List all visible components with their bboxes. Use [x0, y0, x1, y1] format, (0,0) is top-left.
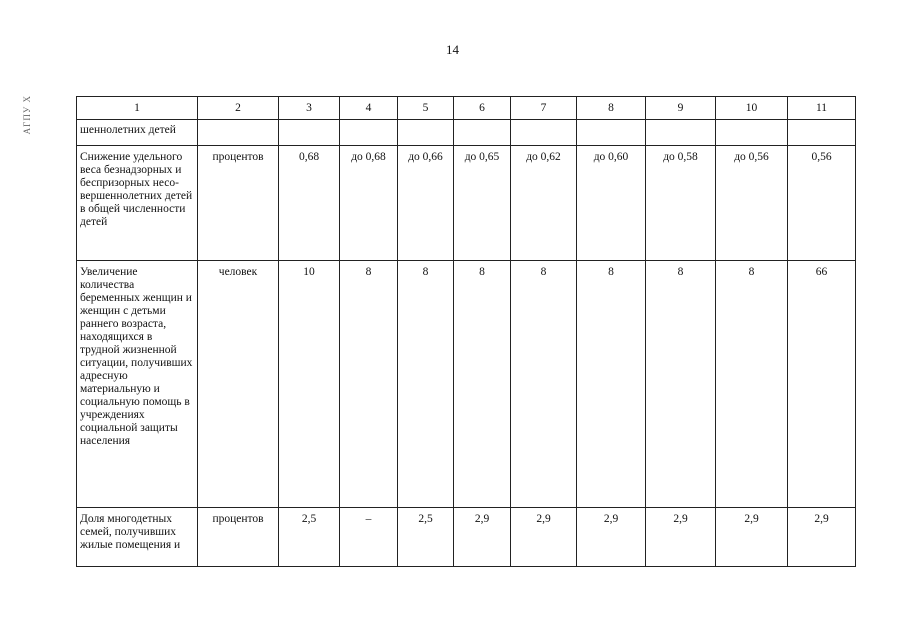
- unit-cell: процентов: [198, 146, 279, 261]
- table-cell: [340, 120, 398, 146]
- value-cell: 2,9: [646, 508, 716, 567]
- value-cell: 10: [279, 261, 340, 508]
- header-cell: 3: [279, 97, 340, 120]
- header-cell: 9: [646, 97, 716, 120]
- value-cell: –: [340, 508, 398, 567]
- indicator-cell: Увеличение количества беременных женщин и женщин с детьми раннего возраста, находящихся в трудной жизненной ситуации, получивших адресную материальную и социальную помощь в учреждениях социальной защиты населения: [77, 261, 198, 508]
- value-cell: 2,9: [511, 508, 577, 567]
- table-cell: [511, 120, 577, 146]
- value-cell: 2,9: [577, 508, 646, 567]
- table-cell: [198, 120, 279, 146]
- value-cell: 8: [340, 261, 398, 508]
- header-cell: 7: [511, 97, 577, 120]
- value-cell: 8: [577, 261, 646, 508]
- header-cell: 5: [398, 97, 454, 120]
- value-cell: до 0,60: [577, 146, 646, 261]
- table-row: [77, 508, 856, 567]
- value-cell: 8: [398, 261, 454, 508]
- table-row: [77, 120, 856, 146]
- table-cell: [577, 120, 646, 146]
- table-row: [77, 146, 856, 261]
- indicator-cell: Снижение удельного веса безнадзорных и беспризорных несо-вершеннолетних детей в общей численности детей: [77, 146, 198, 261]
- table-cell: [788, 120, 856, 146]
- value-cell: 8: [646, 261, 716, 508]
- value-cell: 2,9: [788, 508, 856, 567]
- table-cell: [716, 120, 788, 146]
- value-cell: 8: [716, 261, 788, 508]
- table-cell: [646, 120, 716, 146]
- value-cell: 2,5: [398, 508, 454, 567]
- value-cell: до 0,56: [716, 146, 788, 261]
- header-cell: 11: [788, 97, 856, 120]
- margin-note: АГПУ Х: [22, 95, 32, 135]
- value-cell: 8: [454, 261, 511, 508]
- table-cell: [279, 120, 340, 146]
- unit-cell: человек: [198, 261, 279, 508]
- value-cell: 0,68: [279, 146, 340, 261]
- unit-cell: процентов: [198, 508, 279, 567]
- header-cell: 6: [454, 97, 511, 120]
- indicators-table: [76, 96, 856, 567]
- value-cell: до 0,58: [646, 146, 716, 261]
- indicator-cell: Доля многодетных семей, получивших жилые помещения и: [77, 508, 198, 567]
- value-cell: до 0,68: [340, 146, 398, 261]
- header-cell: 1: [77, 97, 198, 120]
- value-cell: 2,9: [716, 508, 788, 567]
- value-cell: 2,5: [279, 508, 340, 567]
- header-cell: 4: [340, 97, 398, 120]
- table-cell: [398, 120, 454, 146]
- indicator-cell: шеннолетних детей: [77, 120, 198, 146]
- value-cell: 0,56: [788, 146, 856, 261]
- table-cell: [454, 120, 511, 146]
- value-cell: 66: [788, 261, 856, 508]
- value-cell: до 0,62: [511, 146, 577, 261]
- header-cell: 2: [198, 97, 279, 120]
- table-header-row: [77, 97, 856, 120]
- value-cell: 8: [511, 261, 577, 508]
- header-cell: 10: [716, 97, 788, 120]
- value-cell: 2,9: [454, 508, 511, 567]
- value-cell: до 0,65: [454, 146, 511, 261]
- value-cell: до 0,66: [398, 146, 454, 261]
- page-number: 14: [446, 42, 459, 57]
- table-row: [77, 261, 856, 508]
- header-cell: 8: [577, 97, 646, 120]
